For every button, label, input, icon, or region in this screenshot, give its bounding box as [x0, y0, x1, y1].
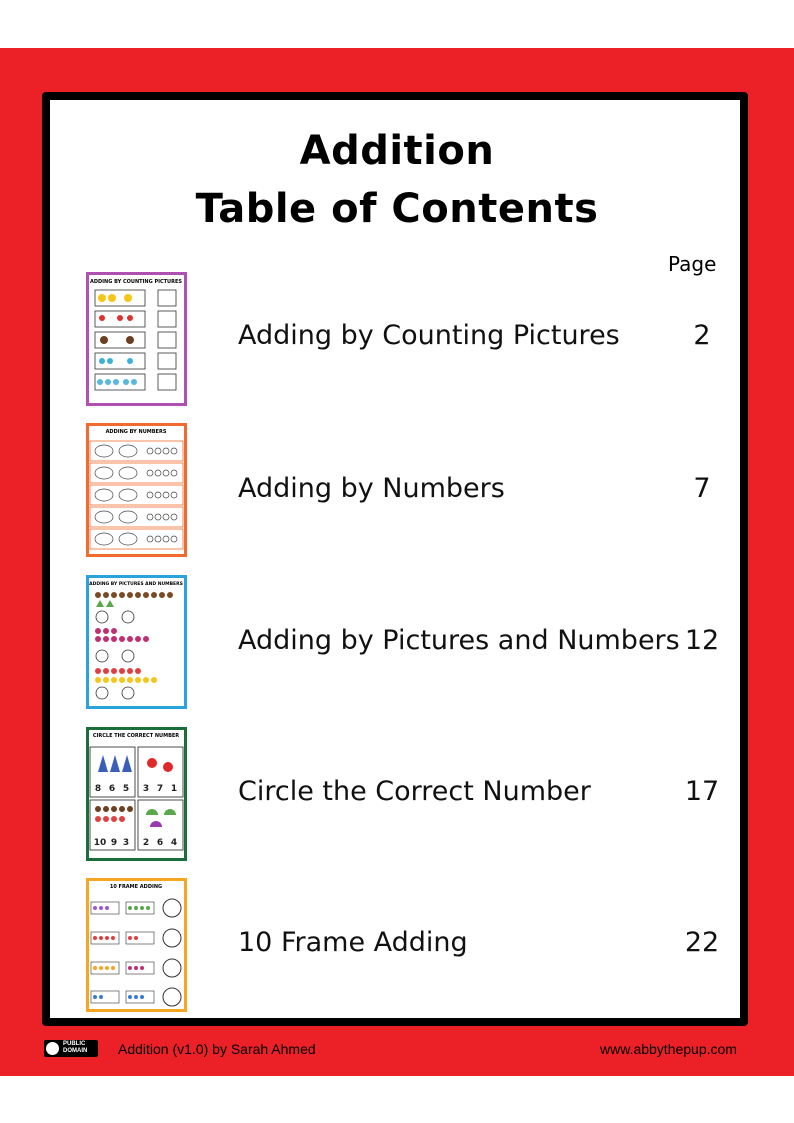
svg-text:6: 6	[108, 784, 116, 794]
toc-entry-label: Circle the Correct Number	[238, 776, 591, 807]
thumb-title: ADDING BY PICTURES AND NUMBERS	[89, 582, 183, 587]
svg-text:3: 3	[122, 838, 130, 848]
toc-entry-label: Adding by Numbers	[238, 473, 505, 504]
thumbnail-adding-by-counting-pictures[interactable]	[86, 272, 187, 406]
thumb-title: 10 FRAME ADDING	[109, 884, 163, 890]
toc-entry[interactable]	[238, 625, 748, 665]
svg-text:10: 10	[93, 838, 107, 848]
page-column-header: Page	[668, 252, 717, 276]
thumb-title: ADDING BY NUMBERS	[105, 429, 167, 435]
svg-text:6: 6	[156, 838, 164, 848]
toc-entry-label: Adding by Counting Pictures	[238, 320, 620, 351]
svg-text:3: 3	[142, 784, 150, 794]
page-title: Addition	[299, 128, 495, 174]
thumbnail-circle-the-correct-number[interactable]	[86, 727, 187, 861]
svg-text:5: 5	[122, 784, 130, 794]
svg-text:2: 2	[142, 838, 150, 848]
footer-website[interactable]: www.abbythepup.com	[600, 1041, 737, 1057]
toc-entry-label: 10 Frame Adding	[238, 927, 468, 958]
toc-entry-label: Adding by Pictures and Numbers	[238, 625, 680, 656]
svg-text:8: 8	[94, 784, 102, 794]
toc-entry-page: 17	[684, 776, 720, 807]
thumb-title: ADDING BY COUNTING PICTURES	[90, 279, 182, 285]
toc-entry[interactable]	[238, 473, 748, 513]
svg-text:7: 7	[156, 784, 164, 794]
thumbnail-adding-by-pictures-and-numbers[interactable]	[86, 575, 187, 709]
toc-entry[interactable]	[238, 776, 748, 816]
toc-entry-page: 7	[693, 473, 711, 504]
footer-credit: Addition (v1.0) by Sarah Ahmed	[118, 1041, 316, 1057]
toc-entry-page: 22	[684, 927, 720, 958]
svg-text:1: 1	[170, 784, 178, 794]
toc-entry-page: 12	[684, 625, 720, 656]
public-domain-badge[interactable]	[44, 1040, 98, 1057]
page-subtitle: Table of Contents	[195, 186, 599, 232]
toc-entry[interactable]	[238, 320, 748, 360]
license-badge-text: PUBLIC DOMAIN	[63, 1041, 88, 1054]
svg-text:9: 9	[110, 838, 118, 848]
toc-entry-page: 2	[693, 320, 711, 351]
svg-text:4: 4	[170, 838, 178, 848]
toc-entry[interactable]	[238, 927, 748, 967]
thumbnail-adding-by-numbers[interactable]	[86, 423, 187, 557]
cc-icon	[46, 1042, 59, 1055]
thumb-title: CIRCLE THE CORRECT NUMBER	[92, 733, 180, 739]
thumbnail-10-frame-adding[interactable]	[86, 878, 187, 1012]
